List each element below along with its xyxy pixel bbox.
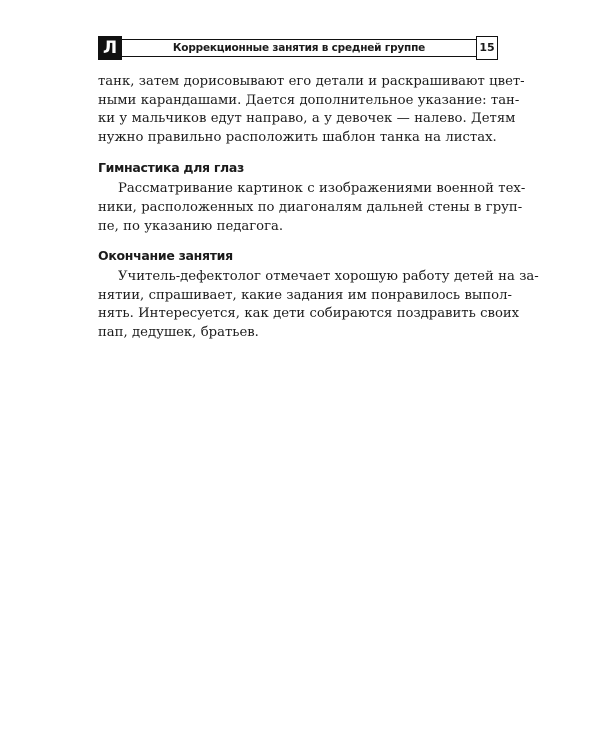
text-line: Рассматривание картинок с изображениями военной тех- [118,181,526,197]
text-line: пе, по указанию педагога. [98,218,284,234]
text-line: ки у мальчиков едут направо, а у девочек — налево. Детям [98,111,516,127]
running-header [98,36,498,62]
text-line: нужно правильно расположить шаблон танка на листах. [98,129,497,145]
section-heading-lesson-end: Окончание занятия [98,248,233,264]
paragraph-lesson-end [98,268,539,342]
header-rule-bottom [122,56,476,57]
page-content [98,73,539,343]
text-line: ники, расположенных по диагоналям дальней стены в груп- [98,199,523,215]
text-line: Учитель-дефектолог отмечает хорошую работу детей на за- [118,269,539,285]
paragraph-eye-gymnastics [98,180,526,236]
running-title: Коррекционные занятия в средней группе [172,42,426,54]
page-number: 15 [476,36,498,60]
text-line: нять. Интересуется, как дети собираются поздравить своих [98,306,520,322]
text-line: танк, затем дорисовывают его детали и раскрашивают цвет- [98,74,525,89]
chapter-badge: Л [98,36,122,60]
text-line: нятии, спрашивает, какие задания им понравилось выпол- [98,287,512,303]
text-line: ными карандашами. Дается дополнительное указание: тан- [98,92,520,108]
text-line: пап, дедушек, братьев. [98,324,259,340]
paragraph-continuation [98,73,525,147]
section-heading-eye-gymnastics: Гимнастика для глаз [98,160,245,176]
